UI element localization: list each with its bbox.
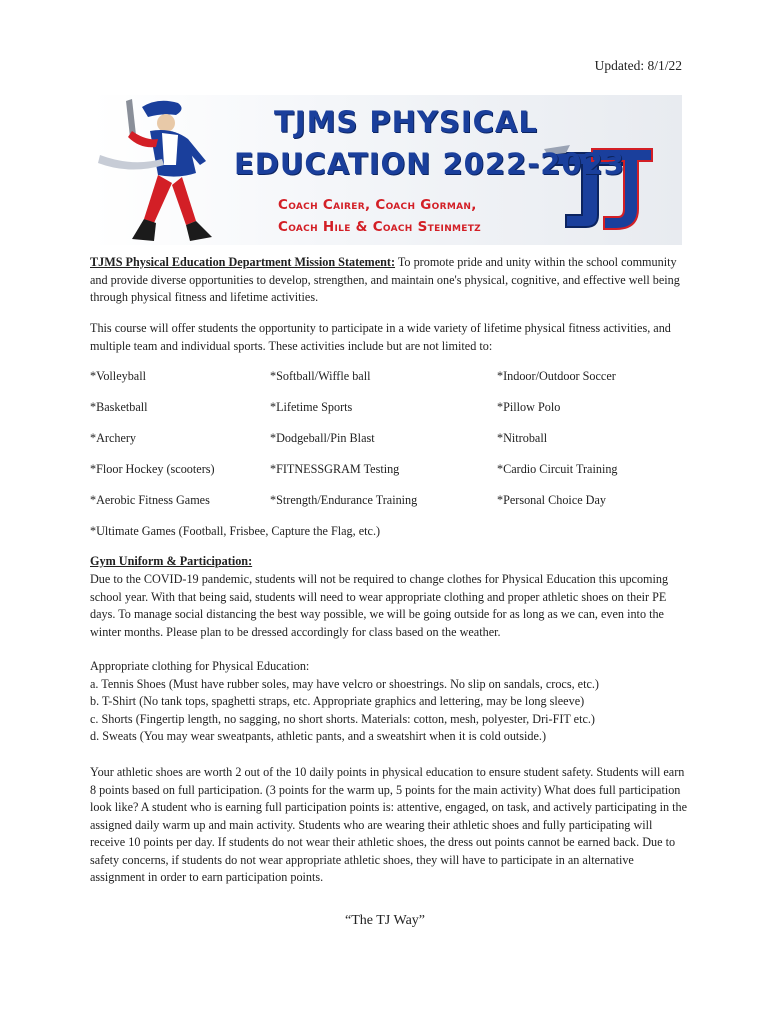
activity-item: *Pillow Polo [497, 400, 561, 414]
activity-item: *Cardio Circuit Training [497, 462, 618, 476]
mission-label: TJMS Physical Education Department Mission Statement: [90, 255, 396, 269]
clothing-item: b. T-Shirt (No tank tops, spaghetti straps, etc. Appropriate graphics and lettering, may be long sleeve) [90, 694, 585, 708]
banner-title-line1: TJMS PHYSICAL [274, 105, 538, 139]
updated-date: Updated: 8/1/22 [594, 58, 682, 73]
points-paragraph: Your athletic shoes are worth 2 out of the 10 daily points in physical education to ensure student safety. Students will earn 8 points based on full participation. (3 points for the warm up, 5 points for the main activity) What does full participation look like? A student who is earning full participation points is: attentive, engaged, on task, and actively participating in the assigned daily warm up and main activity. Students who are wearing their athletic shoes and fully participating will receive 10 points per day. If students do not wear their athletic shoes, the dress out points cannot be earned back. Due to safety concerns, if students do not wear appropriate athletic shoes, they will have to participate in an alternative assignment in order to earn participation points. [90, 765, 688, 884]
gym-uniform-heading: Gym Uniform & Participation: [90, 554, 253, 568]
banner-coaches-line2: Coach Hile & Coach Steinmetz [278, 219, 482, 235]
banner-coaches-line1: Coach Cairer, Coach Gorman, [278, 197, 477, 213]
mission-statement [90, 254, 690, 307]
activity-item: *Ultimate Games (Football, Frisbee, Capture the Flag, etc.) [90, 524, 381, 538]
mission-text: To promote pride and unity within the school community and provide diverse opportunities to develop, strengthen, and maintain one's physical, cognitive, and effective well being through physical fitness and lifetime activities. [90, 255, 680, 304]
activity-item: *Aerobic Fitness Games [90, 493, 210, 507]
activity-item: *Indoor/Outdoor Soccer [497, 369, 616, 383]
clothing-item: d. Sweats (You may wear sweatpants, athletic pants, and a sweatshirt when it is cold outside.) [90, 729, 547, 743]
activity-item: *Floor Hockey (scooters) [90, 462, 215, 476]
activity-item: *Nitroball [497, 431, 548, 445]
activity-item: *Archery [90, 431, 137, 445]
motto: “The TJ Way” [345, 913, 425, 928]
activity-item: *Lifetime Sports [270, 400, 353, 414]
banner-title-line2: EDUCATION 2022-2023 [234, 147, 625, 181]
clothing-heading: Appropriate clothing for Physical Education: [90, 659, 310, 673]
activity-item: *Softball/Wiffle ball [270, 369, 371, 383]
clothing-item: c. Shorts (Fingertip length, no sagging, no short shorts. Materials: cotton, mesh, polyester, Dri-FIT etc.) [90, 711, 595, 726]
patriot-mascot-icon [98, 99, 212, 241]
activity-item: *Strength/Endurance Training [270, 493, 418, 507]
clothing-item: a. Tennis Shoes (Must have rubber soles, may have velcro or shoestrings. No slip on sandals, crocs, etc.) [90, 676, 599, 691]
activity-item: *Dodgeball/Pin Blast [270, 431, 375, 445]
activity-item: *Volleyball [90, 369, 146, 383]
course-intro: This course will offer students the opportunity to participate in a wide variety of lifetime physical fitness activities, and multiple team and individual sports. These activities include but are not limited to: [90, 321, 671, 353]
activity-item: *Basketball [90, 400, 148, 414]
header-banner [92, 95, 682, 245]
activity-item: *FITNESSGRAM Testing [270, 462, 400, 476]
clothing-list [90, 658, 690, 746]
activity-item: *Personal Choice Day [497, 493, 606, 507]
gym-uniform-text: Due to the COVID-19 pandemic, students will not be required to change clothes for Physical Education this upcoming school year. With that being said, students will need to wear appropriate clothing and proper athletic shoes on their PE days. To manage social distancing the best way possible, we will be going outside for as long as we can, even into the winter months. Please plan to be dressed accordingly for class based on the weather. [90, 572, 669, 639]
